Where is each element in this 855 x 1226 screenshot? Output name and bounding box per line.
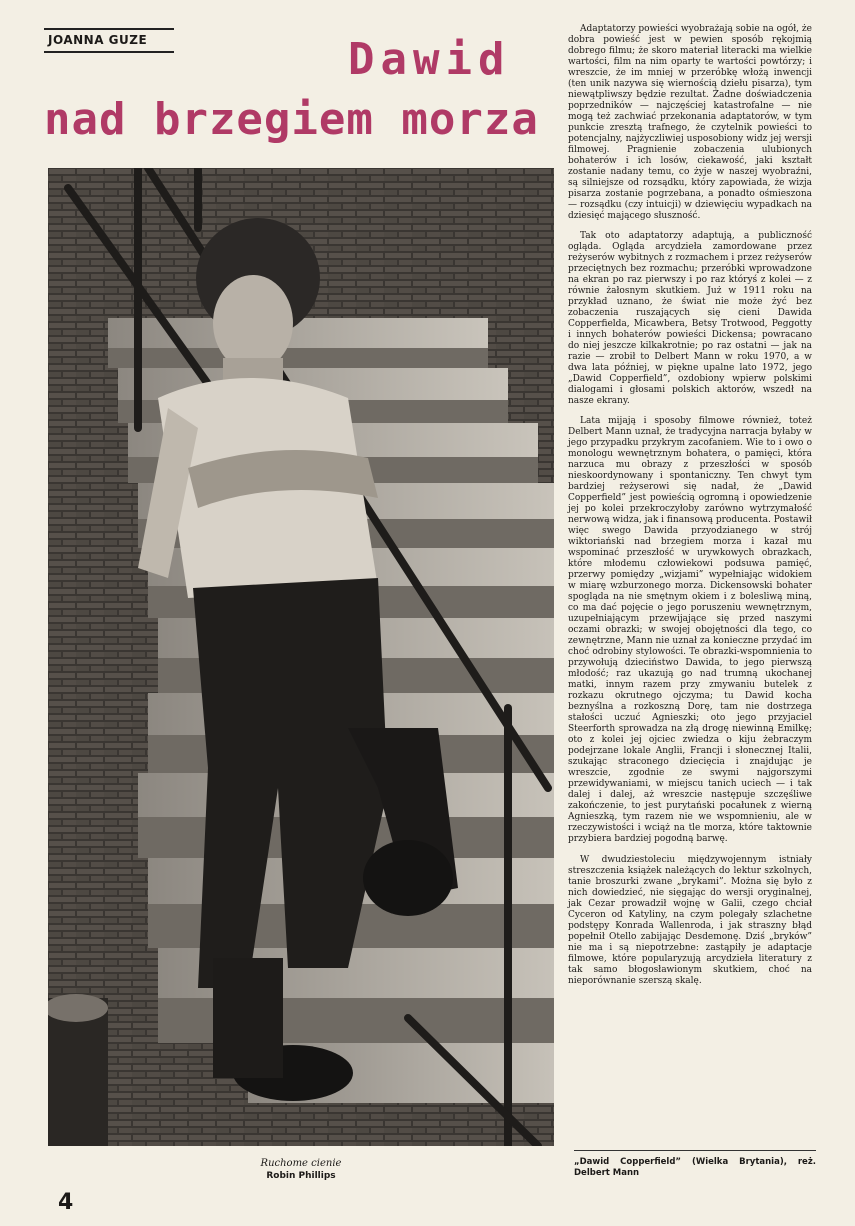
- photo-caption: [48, 1157, 554, 1183]
- article-paragraph-4: W dwudziestoleciu międzywojennym istniały streszczenia książek należących do lektur szkolnych, tanie broszurki zwane „brykami”. Można się było z nich dowiedzieć, nie sięgając do wersji oryginalnej, jak Cezar prowadził wojnę w Galii, czego chciał Cyceron od Katyliny, na czym polegały szlachetne podstępy Konrada Wallenroda, i jak straszny błąd popełnił Otello zabijając Desdemonę. Dziś „bryków” nie ma i są niepotrzebne: zastąpiły je adaptacje filmowe, które popularyzują arcydzieła literatury z tak samo błogosławionym skutkiem, choć na nieporównanie szerszą skalę.: [568, 855, 812, 986]
- title-line-2: nad brzegiem morza: [44, 94, 539, 145]
- boy-on-stairs-illustration: [48, 168, 554, 1146]
- title-line-1: Dawid: [348, 34, 511, 85]
- page-number: 4: [58, 1190, 74, 1215]
- film-still-photo: [48, 168, 554, 1146]
- caption-title: Ruchome cienie: [260, 1158, 342, 1169]
- article-paragraph-1: Adaptatorzy powieści wyobrażają sobie na ogół, że dobra powieść jest w pewien sposób rękojmią dobrego filmu; że skoro materiał literacki ma wielkie wartości, film na nim oparty te wartości powtórzy; i wreszcie, że im mniej w przeróbkę włożą inwencji (ten unik nazywa się wiernością dziełu pisarza), tym niewątpliwszy będzie rezultat. Żadne doświadczenia poprzedników — najczęściej katastrofalne — nie mogą też zachwiać przekonania adaptatorów, w tym punkcie zresztą trafnego, że czytelnik powieści to potencjalny, najżyczliwiej usposobiony widz jej wersji filmowej. Pragnienie zobaczenia ulubionych bohaterów i ich losów, ciekawość, jaki kształt zostanie nadany temu, co żyje w naszej wyobraźni, są silniejsze od rozsądku, który zapowiada, że wizja pisarza zostanie pogrzebana, a ponadto ośmieszona — rozsądku (czy intuicji) w dziewięciu wypadkach na dziesięć mającego słuszność.: [568, 24, 812, 221]
- film-credits: „Dawid Copperfield” (Wielka Brytania), reż. Delbert Mann: [574, 1150, 816, 1179]
- author-byline: JOANNA GUZE: [44, 28, 174, 53]
- article-paragraph-2: Tak oto adaptatorzy adaptują, a publiczność ogląda. Ogląda arcydzieła zamordowane przez reżyserów wybitnych z rozmachem i przez reżyserów przeciętnych bez rozmachu; przeróbki wprowadzone na ekran po raz pierwszy i po raz któryś z kolei — z równie żałosnym skutkiem. Już w 1911 roku na przykład uznano, że świat nie może żyć bez zobaczenia ruszających się cieni Dawida Copperfielda, Micawbera, Betsy Trotwood, Peggotty i innych bohaterów powieści Dickensa; powracano do niej jeszcze kilkakrotnie; po raz ostatni — jak na razie — zrobił to Delbert Mann w roku 1970, a w dwa lata później, w piękne upalne lato 1972, jego „Dawid Copperfield”, ozdobiony wpierw polskimi dialogami i głosami polskich aktorów, wszedł na nasze ekrany.: [568, 231, 812, 406]
- caption-author: Robin Phillips: [266, 1171, 336, 1181]
- article-paragraph-3: Lata mijają i sposoby filmowe również, toteż Delbert Mann uznał, że tradycyjna narracja byłaby w jego przypadku przykrym zacofaniem. Wie to i owo o monologu wewnętrznym bohatera, o pamięci, która narzuca mu obrazy z przeszłości w sposób nieskoordynowany i spontaniczny. Ten chwyt tym bardziej reżyserowi się nadał, że „Dawid Copperfield” jest powieścią ogromną i opowiedzenie jej po kolei przekroczyłoby zarówno wytrzymałość nerwową widza, jak i finansową producenta. Postawił więc swego Dawida przyodzianego w strój wiktoriański nad brzegiem morza i kazał mu wspominać przeszłość w urywkowych obrazkach, które młodemu człowiekowi podsuwa pamięć, przerwy pomiędzy „wizjami” wypełniając widokiem w miarę wzburzonego morza. Dickensowski bohater spogląda na nie smętnym okiem i z bolesliwą miną, co ma dać pojęcie o jego poruszeniu wewnętrznym, uzupełniającym przewijające się przed naszymi oczami obrazki; w swojej obojętności dla tego, co zewnętrzne, Mann nie uznał za konieczne przydać im choć odrobiny stylowości. Te obrazki-wspomnienia to przywołują dzieciństwo Dawida, to jego pierwszą młodość; raz ukazują go nad trumną ukochanej matki, innym razem przy zmywaniu butelek z rozkazu okrutnego ojczyma; tu Dawid kocha beznyślna a rozkoszną Dorę, tam nie dostrzega stałości uczuć Agnieszki; oto jego przyjaciel Steerforth sprowadza na złą drogę niewinną Emilkę; oto z kolei jej ojciec zwiedza o kiju żebraczym podejrzane lokale Anglii, Francji i słonecznej Italii, szukając straconego dziecięcia i znajdując je wreszcie, zgodnie ze swymi najgorszymi przewidywaniami, w miejscu tanich uciech — i tak dalej i dalej, aż wreszcie następuje szczęśliwe zakończenie, to jest purytański pocałunek z wierną Agnieszką, tym razem nie we wspomnieniu, ale w rzeczywistości i wciąż na tle morza, które taktownie przybiera bardziej pogodną barwę.: [568, 416, 812, 844]
- article-body: [568, 24, 812, 996]
